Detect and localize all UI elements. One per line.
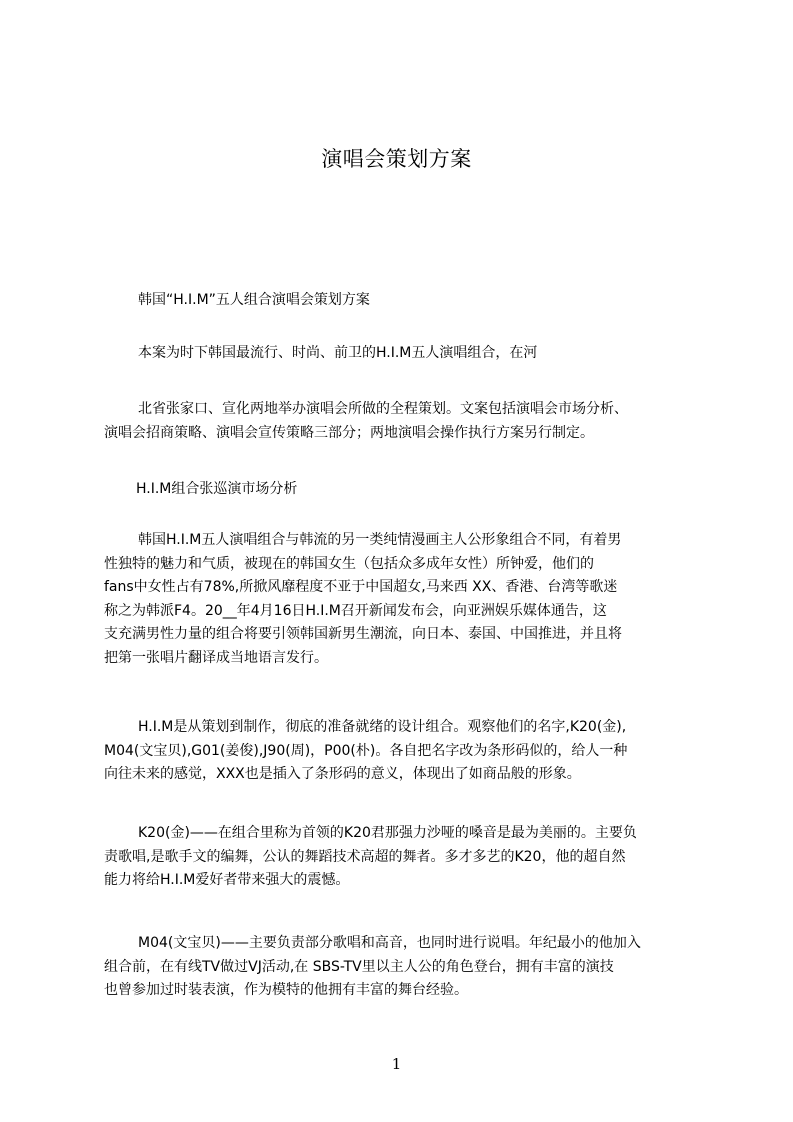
para3-line-1: K20(金)——在组合里称为首领的K20君那强力沙哑的嗓音是最为美丽的。主要负 bbox=[138, 825, 637, 841]
para2-line-1: H.I.M是从策划到制作，彻底的准备就绪的设计组合。观察他们的名字,K20(金), bbox=[138, 719, 627, 735]
member-k20-paragraph bbox=[104, 822, 700, 893]
subtitle-paragraph bbox=[104, 289, 700, 313]
para1-line-4: 称之为韩派F4。20__年4月16日H.I.M召开新闻发布会，向亚洲娱乐媒体通告，这 bbox=[104, 602, 607, 619]
intro-line-1: 本案为时下韩国最流行、时尚、前卫的H.I.M五人演唱组合，在河 bbox=[138, 345, 538, 361]
intro-paragraph bbox=[104, 398, 700, 445]
para1-line-6: 把第一张唱片翻译成当地语言发行。 bbox=[104, 649, 328, 666]
section-heading-text: H.I.M组合张巡演市场分析 bbox=[136, 481, 298, 497]
para3-line-2: 责歌唱,是歌手文的编舞，公认的舞蹈技术高超的舞者。多才多艺的K20，他的超自然 bbox=[104, 848, 626, 865]
para2-line-2: M04(文宝贝),G01(姜俊),J90(周)，P00(朴)。各自把名字改为条形码似的，给人一种 bbox=[104, 742, 628, 759]
para1-line-5: 支充满男性力量的组合将要引领韩国新男生潮流，向日本、泰国、中国推进，并且将 bbox=[104, 626, 622, 642]
para4-line-3: 也曾参加过时装表演，作为模特的他拥有丰富的舞台经验。 bbox=[104, 982, 468, 998]
market-paragraph-1 bbox=[104, 529, 700, 670]
para1-line-1: 韩国H.I.M五人演唱组合与韩流的另一类纯情漫画主人公形象组合不同，有着男 bbox=[138, 532, 622, 548]
para1-line-2: 性独特的魅力和气质，被现在的韩国女生（包括众多成年女性）所钟爱，他们的 bbox=[104, 555, 594, 572]
para3-line-3: 能力将给H.I.M爱好者带来强大的震憾。 bbox=[104, 872, 350, 888]
subtitle-line: 韩国“H.I.M”五人组合演唱会策划方案 bbox=[138, 292, 370, 308]
para4-line-1: M04(文宝贝)——主要负责部分歌唱和高音，也同时进行说唱。年纪最小的他加入 bbox=[138, 935, 641, 951]
page-title: 演唱会策划方案 bbox=[321, 147, 472, 171]
intro-line-3: 演唱会招商策略、演唱会宣传策略三部分；两地演唱会操作执行方案另行制定。 bbox=[104, 424, 594, 441]
market-paragraph-2 bbox=[104, 716, 700, 787]
intro-line-2: 北省张家口、宣化两地举办演唱会所做的全程策划。文案包括演唱会市场分析、 bbox=[138, 401, 628, 417]
member-m04-paragraph bbox=[104, 932, 700, 1003]
page-number: 1 bbox=[391, 1055, 402, 1073]
section-heading bbox=[104, 478, 700, 502]
intro-first-line bbox=[104, 342, 700, 366]
para4-line-2: 组合前，在有线TV做过VJ活动,在 SBS-TV里以主人公的角色登台，拥有丰富的演技 bbox=[104, 958, 614, 975]
para2-line-3: 向往未来的感觉，XXX也是插入了条形码的意义，体现出了如商品般的形象。 bbox=[104, 766, 581, 782]
para1-line-3: fans中女性占有78%,所掀风靡程度不亚于中国超女,马来西 XX、香港、台湾等歌迷 bbox=[104, 579, 618, 595]
